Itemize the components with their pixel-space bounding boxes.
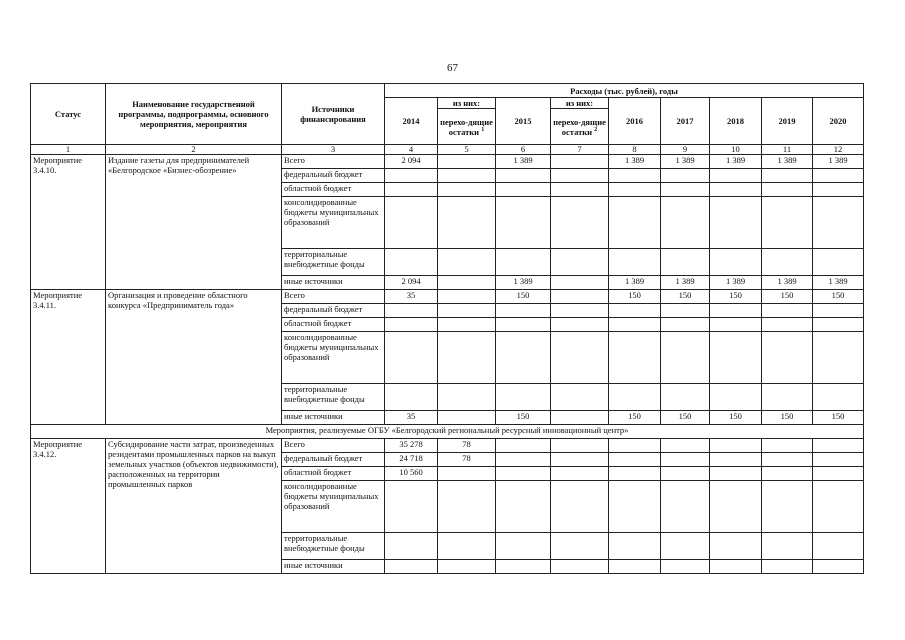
value-cell [710,169,762,183]
value-cell: 150 [609,411,661,425]
header-sources: Источники финансирования [282,84,385,145]
value-cell [710,384,762,411]
value-cell [438,318,496,332]
header-year-2016: 2016 [609,98,661,145]
value-cell [609,318,661,332]
value-cell: 150 [710,290,762,304]
col-num: 4 [385,145,438,155]
value-cell [551,533,609,560]
value-cell [551,304,609,318]
header-of-which-2: из них: [551,98,609,109]
value-cell [813,332,864,384]
value-cell [813,169,864,183]
source-label-cell: консолидированные бюджеты муниципальных образований [282,481,385,533]
value-cell [661,318,710,332]
value-cell [813,197,864,249]
value-cell [710,481,762,533]
value-cell [496,197,551,249]
value-cell: 2 094 [385,276,438,290]
value-cell [762,332,813,384]
value-cell: 1 389 [661,155,710,169]
value-cell [438,384,496,411]
value-cell [496,332,551,384]
value-cell [551,290,609,304]
value-cell: 1 389 [661,276,710,290]
value-cell: 150 [710,411,762,425]
value-cell [496,560,551,574]
value-cell: 10 560 [385,467,438,481]
col-num: 11 [762,145,813,155]
value-cell [438,533,496,560]
source-label-cell: областной бюджет [282,467,385,481]
col-num: 8 [609,145,661,155]
value-cell: 150 [762,411,813,425]
value-cell [551,249,609,276]
value-cell [496,249,551,276]
value-cell [496,304,551,318]
value-cell [496,384,551,411]
value-cell [762,467,813,481]
value-cell [710,467,762,481]
col-num: 7 [551,145,609,155]
value-cell [609,453,661,467]
value-cell: 1 389 [609,155,661,169]
value-cell: 1 389 [762,155,813,169]
value-cell [813,533,864,560]
value-cell [710,332,762,384]
header-status: Статус [31,84,106,145]
header-year-2017: 2017 [661,98,710,145]
source-label-cell: Всего [282,439,385,453]
value-cell [661,439,710,453]
value-cell [710,439,762,453]
header-name: Наименование государственной программы, подпрограммы, основного мероприятия, мероприятия [106,84,282,145]
value-cell [496,169,551,183]
value-cell [813,439,864,453]
source-label-cell: Всего [282,155,385,169]
header-of-which-1: из них: [438,98,496,109]
source-label-cell: консолидированные бюджеты муниципальных образований [282,332,385,384]
value-cell [762,439,813,453]
value-cell: 1 389 [710,155,762,169]
source-label-cell: территориальные внебюджетные фонды [282,384,385,411]
value-cell [551,318,609,332]
value-cell: 1 389 [813,276,864,290]
value-cell: 150 [496,290,551,304]
value-cell [385,318,438,332]
value-cell [710,318,762,332]
value-cell [710,453,762,467]
value-cell [661,197,710,249]
value-cell [710,560,762,574]
value-cell [813,304,864,318]
source-label-cell: территориальные внебюджетные фонды [282,249,385,276]
source-label-cell: областной бюджет [282,183,385,197]
value-cell [609,481,661,533]
value-cell [661,183,710,197]
value-cell [551,332,609,384]
value-cell [661,481,710,533]
value-cell: 150 [813,290,864,304]
status-cell: Мероприятие 3.4.12. [31,439,106,574]
value-cell [661,249,710,276]
value-cell [496,318,551,332]
value-cell: 2 094 [385,155,438,169]
value-cell [609,560,661,574]
value-cell [551,197,609,249]
col-num: 2 [106,145,282,155]
value-cell: 1 389 [710,276,762,290]
value-cell: 1 389 [609,276,661,290]
value-cell [813,249,864,276]
value-cell [762,453,813,467]
budget-table [30,83,864,574]
value-cell [710,183,762,197]
value-cell [661,332,710,384]
value-cell: 150 [762,290,813,304]
value-cell [609,197,661,249]
value-cell [661,560,710,574]
source-label-cell: консолидированные бюджеты муниципальных образований [282,197,385,249]
value-cell [762,560,813,574]
value-cell [762,183,813,197]
value-cell [438,481,496,533]
header-year-2020: 2020 [813,98,864,145]
header-year-2019: 2019 [762,98,813,145]
value-cell [496,453,551,467]
value-cell: 35 278 [385,439,438,453]
value-cell: 78 [438,439,496,453]
value-cell [661,533,710,560]
source-label-cell: территориальные внебюджетные фонды [282,533,385,560]
value-cell [813,384,864,411]
header-year-2018: 2018 [710,98,762,145]
value-cell [551,481,609,533]
value-cell [762,533,813,560]
value-cell [385,249,438,276]
source-row [31,439,864,453]
value-cell [385,183,438,197]
value-cell [551,276,609,290]
value-cell: 78 [438,453,496,467]
value-cell [551,439,609,453]
value-cell [385,169,438,183]
source-label-cell: иные источники [282,276,385,290]
value-cell [813,481,864,533]
value-cell [385,197,438,249]
value-cell [661,467,710,481]
page-number: 67 [447,62,458,74]
source-label-cell: иные источники [282,411,385,425]
value-cell [609,467,661,481]
measure-name-cell: Субсидирование части затрат, произведенных резидентами промышленных парков на выкуп земельных участков (объектов недвижимости), расположенных на территории промышленных парков [106,439,282,574]
column-numbers-row [31,145,864,155]
value-cell [661,453,710,467]
value-cell: 24 718 [385,453,438,467]
source-label-cell: иные источники [282,560,385,574]
value-cell [710,304,762,318]
value-cell [813,560,864,574]
col-num: 12 [813,145,864,155]
value-cell: 1 389 [762,276,813,290]
value-cell [438,304,496,318]
value-cell [551,467,609,481]
value-cell [385,481,438,533]
col-num: 5 [438,145,496,155]
value-cell [762,249,813,276]
value-cell [438,183,496,197]
header-year-2015: 2015 [496,98,551,145]
status-cell: Мероприятие 3.4.10. [31,155,106,290]
value-cell [551,169,609,183]
value-cell [496,533,551,560]
value-cell [496,481,551,533]
value-cell [762,197,813,249]
value-cell [609,384,661,411]
value-cell: 150 [609,290,661,304]
section-title: Мероприятия, реализуемые ОГБУ «Белгородский региональный ресурсный инновационный центр» [31,425,864,439]
value-cell [551,384,609,411]
value-cell [661,384,710,411]
measure-name-cell: Издание газеты для предпринимателей «Белгородское «Бизнес-обозрение» [106,155,282,290]
source-label-cell: федеральный бюджет [282,169,385,183]
value-cell [710,197,762,249]
value-cell: 35 [385,290,438,304]
value-cell [496,467,551,481]
value-cell [496,183,551,197]
col-num: 1 [31,145,106,155]
source-label-cell: Всего [282,290,385,304]
value-cell [609,332,661,384]
value-cell: 1 389 [813,155,864,169]
value-cell [762,384,813,411]
measure-name-cell: Организация и проведение областного конкурса «Предприниматель года» [106,290,282,425]
value-cell [496,439,551,453]
value-cell [385,560,438,574]
value-cell [438,155,496,169]
value-cell [661,169,710,183]
value-cell [438,197,496,249]
value-cell [438,276,496,290]
footnote-1: 1 [481,126,485,133]
value-cell [438,249,496,276]
value-cell [438,467,496,481]
value-cell: 150 [661,290,710,304]
value-cell [609,304,661,318]
source-row [31,155,864,169]
header-carryover-1: перехо-дящие остатки $^1$ [438,109,496,145]
value-cell [609,183,661,197]
value-cell [438,332,496,384]
header-carryover-2: перехо-дящие остатки $^2$ [551,109,609,145]
source-label-cell: федеральный бюджет [282,304,385,318]
value-cell [813,318,864,332]
value-cell [385,304,438,318]
value-cell [551,155,609,169]
value-cell [661,304,710,318]
footnote-2: 2 [594,126,598,133]
value-cell [813,453,864,467]
col-num: 9 [661,145,710,155]
value-cell: 1 389 [496,276,551,290]
source-label-cell: областной бюджет [282,318,385,332]
header-year-2014: 2014 [385,98,438,145]
value-cell: 35 [385,411,438,425]
value-cell [385,533,438,560]
status-cell: Мероприятие 3.4.11. [31,290,106,425]
col-num: 6 [496,145,551,155]
col-num: 10 [710,145,762,155]
value-cell [762,169,813,183]
value-cell [710,533,762,560]
value-cell [813,467,864,481]
value-cell: 150 [661,411,710,425]
source-row [31,290,864,304]
value-cell [551,183,609,197]
value-cell [813,183,864,197]
value-cell [762,481,813,533]
value-cell [710,249,762,276]
value-cell [609,533,661,560]
value-cell [438,290,496,304]
value-cell [551,560,609,574]
value-cell: 150 [813,411,864,425]
value-cell [762,304,813,318]
header-expenses: Расходы (тыс. рублей), годы [385,84,864,98]
value-cell [385,332,438,384]
value-cell: 1 389 [496,155,551,169]
value-cell [438,169,496,183]
col-num: 3 [282,145,385,155]
value-cell [609,169,661,183]
source-label-cell: федеральный бюджет [282,453,385,467]
value-cell [551,453,609,467]
value-cell: 150 [496,411,551,425]
value-cell [385,384,438,411]
value-cell [551,411,609,425]
value-cell [609,249,661,276]
value-cell [762,318,813,332]
value-cell [438,560,496,574]
value-cell [438,411,496,425]
value-cell [609,439,661,453]
